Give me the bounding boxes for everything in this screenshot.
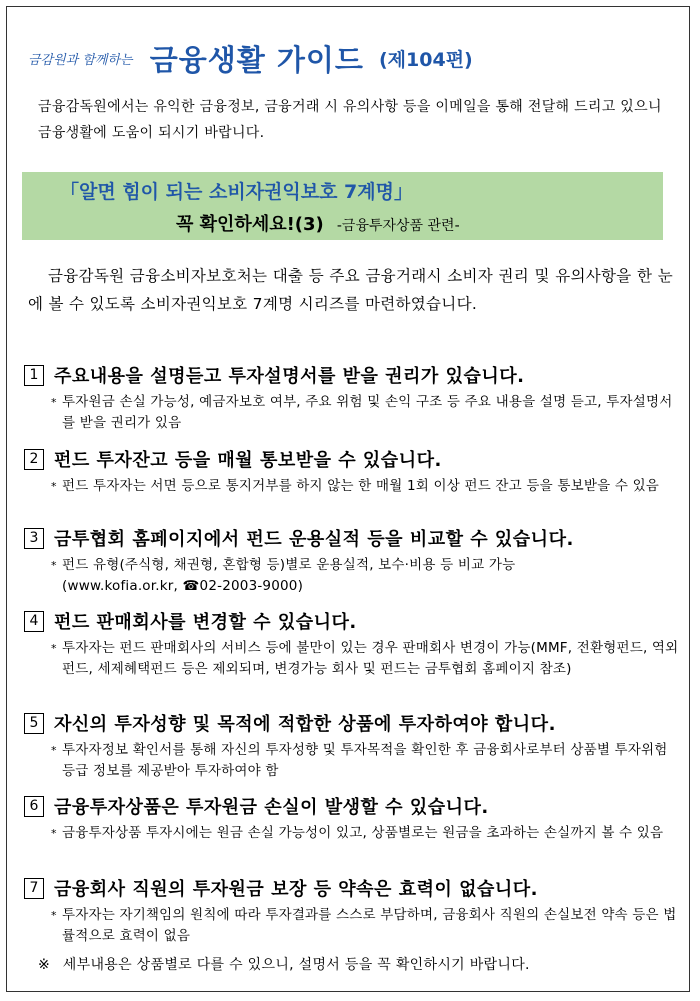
rule-heading: 펀드 투자잔고 등을 매월 통보받을 수 있습니다. [54, 450, 442, 471]
rule-detail-text: 투자자정보 확인서를 통해 자신의 투자성향 및 투자목적을 확인한 후 금융회사로부터 상품별 투자위험등급 정보를 제공받아 투자하여야 함 [62, 742, 668, 779]
rule-heading: 펀드 판매회사를 변경할 수 있습니다. [54, 612, 357, 633]
rule-item [24, 710, 679, 782]
kofia-link[interactable]: (www.kofia.or.kr, [62, 578, 179, 594]
rule-number-box: 2 [24, 449, 44, 470]
bullet-star: * [51, 559, 57, 572]
rule-item [24, 525, 679, 597]
page-header [28, 38, 473, 79]
rule-heading: 금투협회 홈페이지에서 펀드 운용실적 등을 비교할 수 있습니다. [54, 529, 574, 550]
bullet-star: * [51, 827, 57, 840]
rule-heading-row [24, 446, 679, 472]
rule-number-box: 1 [24, 365, 44, 386]
rule-detail [51, 555, 679, 597]
footnote-text: 세부내용은 상품별로 다를 수 있으니, 설명서 등을 꼭 확인하시기 바랍니다. [62, 957, 530, 973]
rule-detail [51, 638, 679, 680]
bullet-star: * [51, 909, 57, 922]
page-title: 금융생활 가이드 [149, 43, 364, 77]
rule-heading-row [24, 362, 679, 388]
banner-subtitle-main: 꼭 확인하세요!(3) [176, 214, 324, 235]
rule-item [24, 608, 679, 680]
rule-detail [51, 740, 679, 782]
rule-detail-text: 금융투자상품 투자시에는 원금 손실 가능성이 있고, 상품별로는 원금을 초과하는 손실까지 볼 수 있음 [62, 825, 664, 841]
rule-heading: 자신의 투자성향 및 목적에 적합한 상품에 투자하여야 합니다. [54, 714, 556, 735]
intro-paragraph: 금융감독원에서는 유익한 금융정보, 금융거래 시 유의사항 등을 이메일을 통해 전달해 드리고 있으니 금융생활에 도움이 되시기 바랍니다. [38, 99, 662, 141]
rule-number-box: 4 [24, 611, 44, 632]
bullet-star: * [51, 396, 57, 409]
bullet-star: * [51, 480, 57, 493]
rule-heading: 금융회사 직원의 투자원금 보장 등 약속은 효력이 없습니다. [54, 879, 539, 900]
rule-detail [51, 476, 679, 497]
rule-number-box: 6 [24, 796, 44, 817]
bullet-star: * [51, 642, 57, 655]
rule-number-box: 7 [24, 878, 44, 899]
rule-detail [51, 823, 679, 844]
footnote [38, 954, 530, 974]
lead-paragraph: 금융감독원 금융소비자보호처는 대출 등 주요 금융거래시 소비자 권리 및 유의사항을 한 눈에 볼 수 있도록 소비자권익보호 7계명 시리즈를 마련하였습니다. [28, 267, 673, 313]
rule-heading-row [24, 710, 679, 736]
rule-number-box: 5 [24, 713, 44, 734]
rule-detail-text: 투자원금 손실 가능성, 예금자보호 여부, 주요 위험 및 손익 구조 등 주요 내용을 설명 듣고, 투자설명서를 받을 권리가 있음 [62, 394, 673, 431]
rule-heading: 금융투자상품은 투자원금 손실이 발생할 수 있습니다. [54, 797, 489, 818]
rule-heading-row [24, 608, 679, 634]
rule-heading: 주요내용을 설명듣고 투자설명서를 받을 권리가 있습니다. [54, 366, 525, 387]
document-frame [6, 6, 690, 992]
rule-detail-text: 투자자는 펀드 판매회사의 서비스 등에 불만이 있는 경우 판매회사 변경이 가능(MMF, 전환형펀드, 역외펀드, 세제혜택펀드 등은 제외되며, 변경가능 회사 및 펀드는 금투협회 홈페이지 참조) [62, 640, 679, 677]
rule-detail [51, 905, 679, 947]
topic-banner [22, 172, 663, 240]
rule-detail-text: 투자자는 자기책임의 원칙에 따라 투자결과를 스스로 부담하며, 금융회사 직원의 손실보전 약속 등은 법률적으로 효력이 없음 [62, 907, 677, 944]
banner-subtitle [176, 210, 460, 236]
rule-heading-row [24, 875, 679, 901]
banner-title: 「알면 힘이 되는 소비자권익보호 7계명」 [60, 181, 413, 203]
rule-item [24, 446, 679, 497]
rule-heading-row [24, 793, 679, 819]
rule-detail-text: 펀드 유형(주식형, 채권형, 혼합형 등)별로 운용실적, 보수·비용 등 비교 가능 [62, 557, 516, 573]
rule-number-box: 3 [24, 528, 44, 549]
rule-item [24, 362, 679, 434]
rule-item [24, 875, 679, 947]
banner-subtitle-topic: -금융투자상품 관련- [336, 218, 460, 234]
reference-mark: ※ [38, 957, 51, 973]
rule-heading-row [24, 525, 679, 551]
header-subtitle: 금감원과 함께하는 [28, 53, 133, 68]
rule-detail [51, 392, 679, 434]
bullet-star: * [51, 744, 57, 757]
phone-number: ☎02-2003-9000) [182, 578, 304, 594]
edition-number: (제104편) [379, 49, 473, 71]
rule-detail-text: 펀드 투자자는 서면 등으로 통지거부를 하지 않는 한 매월 1회 이상 펀드 잔고 등을 통보받을 수 있음 [62, 478, 660, 494]
rule-item [24, 793, 679, 844]
